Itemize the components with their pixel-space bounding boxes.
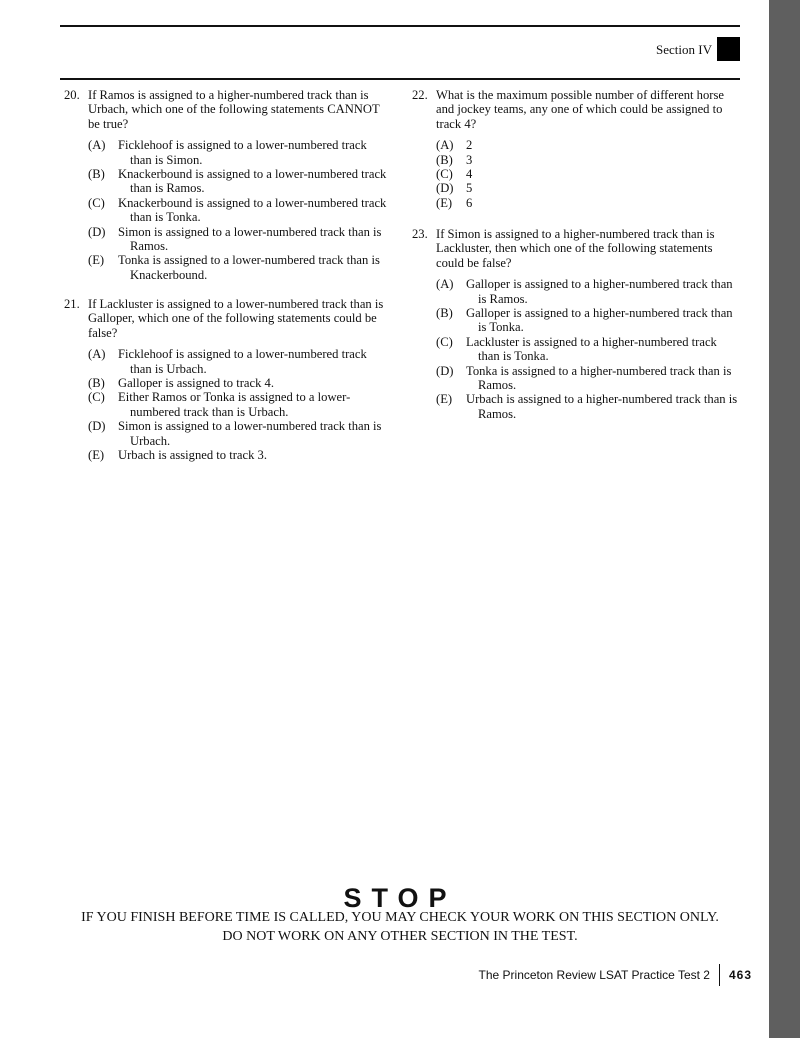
- answer-choice[interactable]: [436, 153, 740, 167]
- choice-label: (D): [436, 363, 454, 378]
- answer-choice[interactable]: [88, 138, 390, 167]
- choice-label: (D): [88, 224, 106, 239]
- question-number: 20.: [64, 88, 80, 102]
- answer-choice[interactable]: [88, 253, 390, 282]
- question-23: [412, 227, 740, 421]
- stop-instruction-2: DO NOT WORK ON ANY OTHER SECTION IN THE TEST.: [222, 929, 578, 944]
- answer-choice[interactable]: [436, 277, 740, 306]
- choice-text: Ficklehoof is assigned to a lower-numbered track than is Urbach.: [118, 347, 367, 376]
- choice-text: Urbach is assigned to a higher-numbered track than is Ramos.: [466, 392, 738, 421]
- page-number: 463: [728, 968, 752, 982]
- choice-text: 3: [466, 152, 473, 167]
- answer-choice[interactable]: [88, 448, 390, 462]
- footer-divider: [719, 964, 720, 986]
- choice-text: Either Ramos or Tonka is assigned to a lower-numbered track than is Urbach.: [118, 390, 351, 419]
- choice-label: (A): [88, 347, 106, 362]
- question-text: If Ramos is assigned to a higher-numbered track than is Urbach, which one of the following statements CANNOT be true?: [88, 88, 380, 131]
- answer-choice[interactable]: [436, 167, 740, 181]
- question-number: 23.: [412, 227, 428, 241]
- choice-label: (C): [88, 195, 105, 210]
- question-21: [64, 297, 390, 462]
- answer-choice[interactable]: [88, 225, 390, 254]
- choice-label: (C): [436, 334, 453, 349]
- answer-choice[interactable]: [436, 196, 740, 210]
- choice-text: Galloper is assigned to a higher-numbered track than is Tonka.: [466, 306, 733, 335]
- choice-text: Knackerbound is assigned to a lower-numbered track than is Ramos.: [118, 167, 387, 196]
- answer-choice[interactable]: [436, 138, 740, 152]
- choice-label: (A): [436, 138, 454, 153]
- choice-label: (B): [88, 376, 105, 391]
- question-22: [412, 88, 740, 210]
- choice-text: Simon is assigned to a lower-numbered track than is Ramos.: [118, 224, 382, 254]
- answer-choices: [436, 138, 740, 210]
- choice-label: (D): [436, 181, 454, 196]
- question-20: [64, 88, 390, 282]
- choice-label: (E): [436, 392, 453, 407]
- choice-label: (E): [436, 195, 453, 210]
- choice-text: Tonka is assigned to a lower-numbered track than is Knackerbound.: [118, 253, 380, 282]
- choice-text: Ficklehoof is assigned to a lower-numbered track than is Simon.: [118, 138, 367, 167]
- answer-choices: [436, 277, 740, 421]
- choice-text: 2: [466, 138, 473, 153]
- answer-choices: [88, 138, 390, 282]
- question-number: 21.: [64, 297, 80, 311]
- stop-instruction-1: IF YOU FINISH BEFORE TIME IS CALLED, YOU MAY CHECK YOUR WORK ON THIS SECTION ONLY.: [81, 910, 719, 925]
- answer-choice[interactable]: [88, 167, 390, 196]
- page-footer: [479, 964, 752, 986]
- answer-choice[interactable]: [88, 390, 390, 419]
- choice-label: (C): [88, 390, 105, 405]
- choice-label: (B): [436, 152, 453, 167]
- choice-text: 6: [466, 195, 473, 210]
- stop-heading: STOP: [343, 883, 457, 913]
- top-rule: [60, 25, 740, 27]
- choice-label: (D): [88, 419, 106, 434]
- choice-text: 4: [466, 167, 473, 182]
- choice-text: Knackerbound is assigned to a lower-numbered track than is Tonka.: [118, 195, 387, 225]
- answer-choice[interactable]: [436, 306, 740, 335]
- question-text: If Lackluster is assigned to a lower-numbered track than is Galloper, which one of the following statements could be false?: [88, 297, 384, 340]
- choice-label: (A): [88, 138, 106, 153]
- choice-label: (C): [436, 167, 453, 182]
- answer-choice[interactable]: [88, 196, 390, 225]
- section-label: Section IV: [656, 42, 712, 57]
- answer-choice[interactable]: [436, 335, 740, 364]
- choice-text: Tonka is assigned to a higher-numbered track than is Ramos.: [466, 363, 732, 393]
- question-stem: [412, 227, 740, 270]
- answer-choice[interactable]: [88, 376, 390, 390]
- choice-label: (E): [88, 448, 105, 463]
- answer-choice[interactable]: [436, 392, 740, 421]
- answer-choice[interactable]: [88, 347, 390, 376]
- choice-text: Lackluster is assigned to a higher-numbered track than is Tonka.: [466, 334, 717, 364]
- question-number: 22.: [412, 88, 428, 102]
- footer-title: The Princeton Review LSAT Practice Test 2: [478, 968, 710, 982]
- choice-text: Simon is assigned to a lower-numbered track than is Urbach.: [118, 419, 382, 448]
- choice-label: (B): [88, 167, 105, 182]
- question-stem: [64, 297, 390, 340]
- choice-label: (E): [88, 253, 105, 268]
- question-stem: [64, 88, 390, 131]
- choice-text: Urbach is assigned to track 3.: [118, 448, 267, 463]
- answer-choice[interactable]: [436, 364, 740, 393]
- choice-text: Galloper is assigned to track 4.: [118, 376, 274, 391]
- question-text: If Simon is assigned to a higher-numbered track than is Lackluster, then which one of the following statements could be false?: [436, 227, 715, 270]
- choice-text: Galloper is assigned to a higher-numbered track than is Ramos.: [466, 277, 733, 306]
- choice-label: (A): [436, 277, 454, 292]
- choice-text: 5: [466, 181, 473, 196]
- choice-label: (B): [436, 306, 453, 321]
- answer-choices: [88, 347, 390, 462]
- header-rule: [60, 78, 740, 80]
- section-marker: [717, 37, 740, 61]
- question-stem: [412, 88, 740, 131]
- answer-choice[interactable]: [436, 181, 740, 195]
- answer-choice[interactable]: [88, 419, 390, 448]
- question-text: What is the maximum possible number of different horse and jockey teams, any one of which could be assigned to track 4?: [436, 88, 724, 131]
